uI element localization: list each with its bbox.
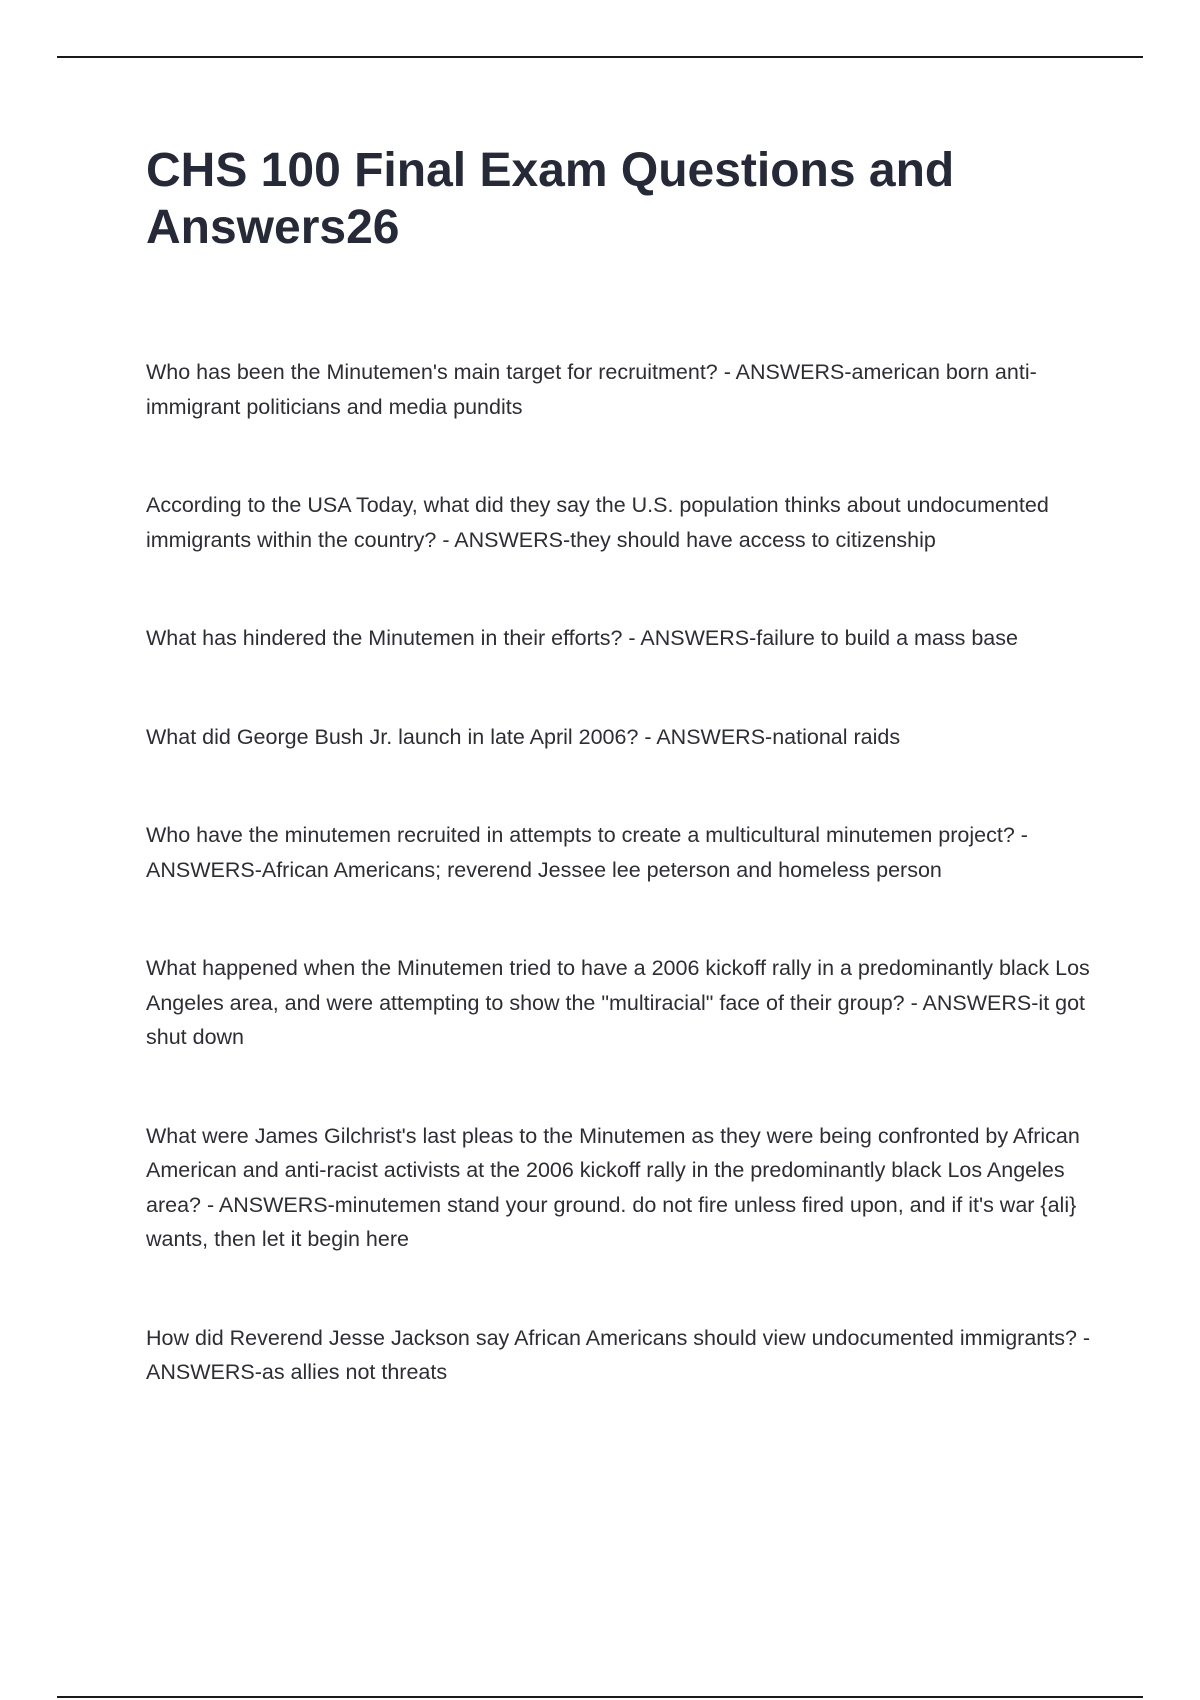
qa-item: What happened when the Minutemen tried to have a 2006 kickoff rally in a predominantly black Los Angeles area, and were attempting to show the "multiracial" face of their group? - ANSWERS-it got shut down bbox=[146, 956, 1090, 1049]
qa-item: According to the USA Today, what did they say the U.S. population thinks about undocumented immigrants within the country? - ANSWERS-they should have access to citizenship bbox=[146, 493, 1049, 552]
qa-item: Who has been the Minutemen's main target for recruitment? - ANSWERS-american born anti-immigrant politicians and media pundits bbox=[146, 360, 1037, 419]
qa-item: What has hindered the Minutemen in their efforts? - ANSWERS-failure to build a mass base bbox=[146, 626, 1018, 650]
bottom-rule bbox=[57, 1696, 1143, 1698]
qa-item: What did George Bush Jr. launch in late April 2006? - ANSWERS-national raids bbox=[146, 724, 901, 749]
qa-item: What were James Gilchrist's last pleas to the Minutemen as they were being confronted by African American and anti-racist activists at the 2006 kickoff rally in the predominantly black Los Angeles area? - ANSWERS-minutemen stand your ground. do not fire unless fired upon, and if it's war {ali} wants, then let it begin here bbox=[146, 1123, 1080, 1251]
document-title: CHS 100 Final Exam Questions and Answers26 bbox=[146, 144, 955, 254]
qa-item: How did Reverend Jesse Jackson say African Americans should view undocumented immigrants? - ANSWERS-as allies not threats bbox=[146, 1325, 1091, 1384]
top-rule bbox=[57, 56, 1143, 58]
qa-item: Who have the minutemen recruited in attempts to create a multicultural minutemen project? - ANSWERS-African Americans; reverend Jessee lee peterson and homeless person bbox=[146, 823, 1028, 882]
qa-list bbox=[146, 355, 1096, 1390]
